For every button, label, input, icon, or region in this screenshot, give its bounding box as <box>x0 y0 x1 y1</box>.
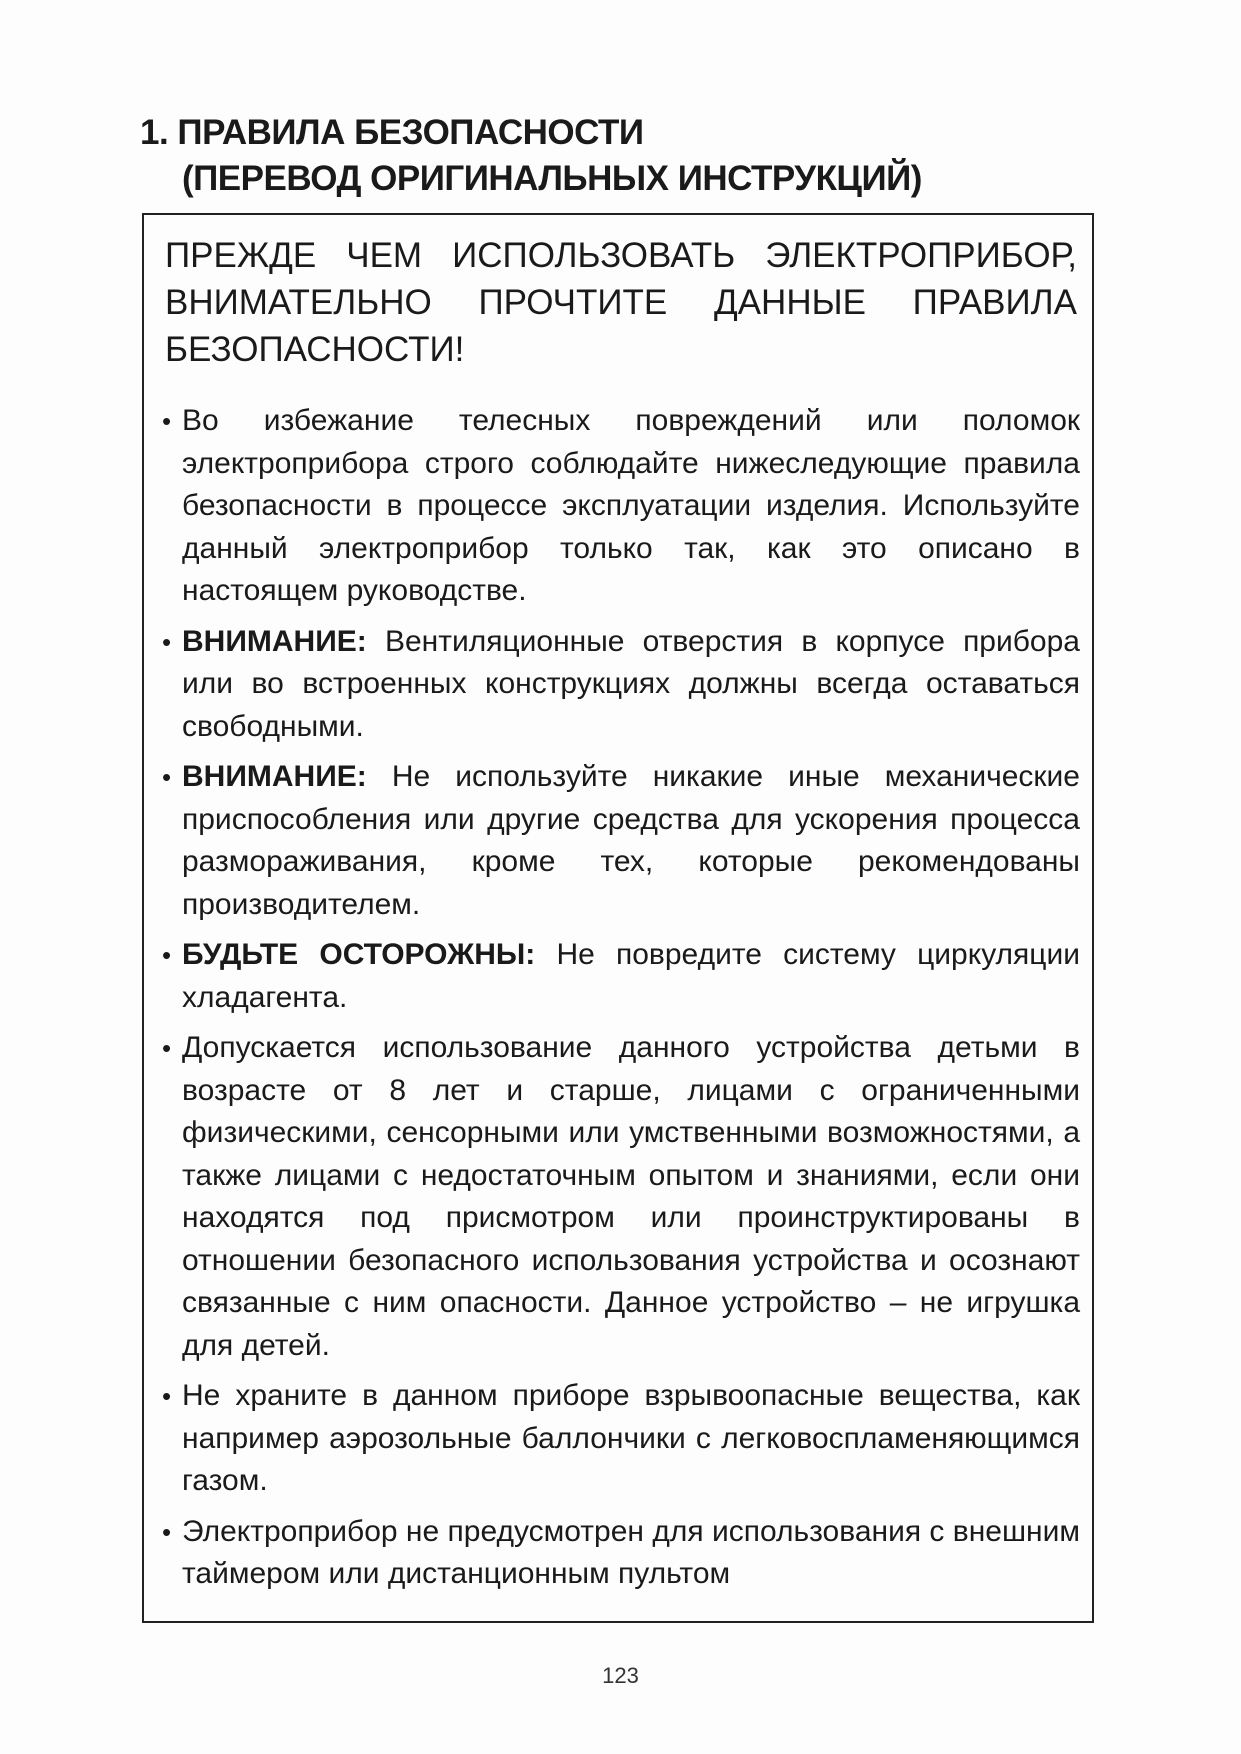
list-item <box>160 756 1080 926</box>
rule-label: ВНИМАНИЕ: <box>182 624 367 658</box>
rule-text: Вентиляционные отверстия в корпусе прибора или во встроенных конструкциях должны всегда оставаться свободными. <box>182 624 1080 743</box>
section-subtitle: (ПЕРЕВОД ОРИГИНАЛЬНЫХ ИНСТРУКЦИЙ) <box>182 159 922 198</box>
intro-warning: ПРЕЖДЕ ЧЕМ ИСПОЛЬЗОВАТЬ ЭЛЕКТРОПРИБОР, ВНИМАТЕЛЬНО ПРОЧТИТЕ ДАННЫЕ ПРАВИЛА БЕЗОПАСНОСТИ! <box>165 236 1077 369</box>
bullet-icon: • <box>162 1033 172 1063</box>
rule-text: Электроприбор не предусмотрен для использования с внешним таймером или дистанционным пультом <box>182 1514 1080 1590</box>
rule-text: Не повредите систему циркуляции хладагента. <box>182 938 1080 1014</box>
rule-label: БУДЬТЕ ОСТОРОЖНЫ: <box>182 938 536 971</box>
section-title: 1. ПРАВИЛА БЕЗОПАСНОСТИ <box>140 113 644 152</box>
bullet-icon: • <box>162 626 172 657</box>
list-item <box>160 1375 1080 1503</box>
list-item <box>160 621 1080 749</box>
bullet-icon: • <box>162 406 172 436</box>
list-item <box>160 400 1080 613</box>
bullet-icon: • <box>162 1381 172 1411</box>
page-number: 123 <box>602 1663 639 1688</box>
rule-text: Во избежание телесных повреждений или поломок электроприбора строго соблюдайте нижеследующие правила безопасности в процессе эксплуатации изделия. Используйте данный электроприбор только так, как это описано в настоящем руководстве. <box>182 404 1080 607</box>
bullet-icon: • <box>162 1516 172 1547</box>
list-item <box>160 934 1080 1019</box>
list-item <box>160 1511 1080 1596</box>
list-item <box>160 1027 1080 1367</box>
bullet-icon: • <box>162 940 172 970</box>
bullet-icon: • <box>162 762 172 792</box>
safety-rules-list <box>160 400 1080 1604</box>
rule-text: Не храните в данном приборе взрывоопасные вещества, как например аэрозольные баллончики с легковоспламеняющимся газом. <box>182 1379 1080 1497</box>
rule-text: Не используйте никакие иные механические приспособления или другие средства для ускорения процесса размораживания, кроме тех, которые рекомендованы производителем. <box>182 760 1080 921</box>
section-heading <box>140 110 922 202</box>
rule-text: Допускается использование данного устройства детьми в возрасте от 8 лет и старше, лицами с ограниченными физическими, сенсорными или умственными возможностями, а также лицами с недостаточным опытом и знаниями, если они находятся под присмотром или проинструктированы в отношении безопасного использования устройства и осознают связанные с ним опасности. Данное устройство – не игрушка для детей. <box>182 1031 1080 1362</box>
rule-label: ВНИМАНИЕ: <box>182 760 367 793</box>
